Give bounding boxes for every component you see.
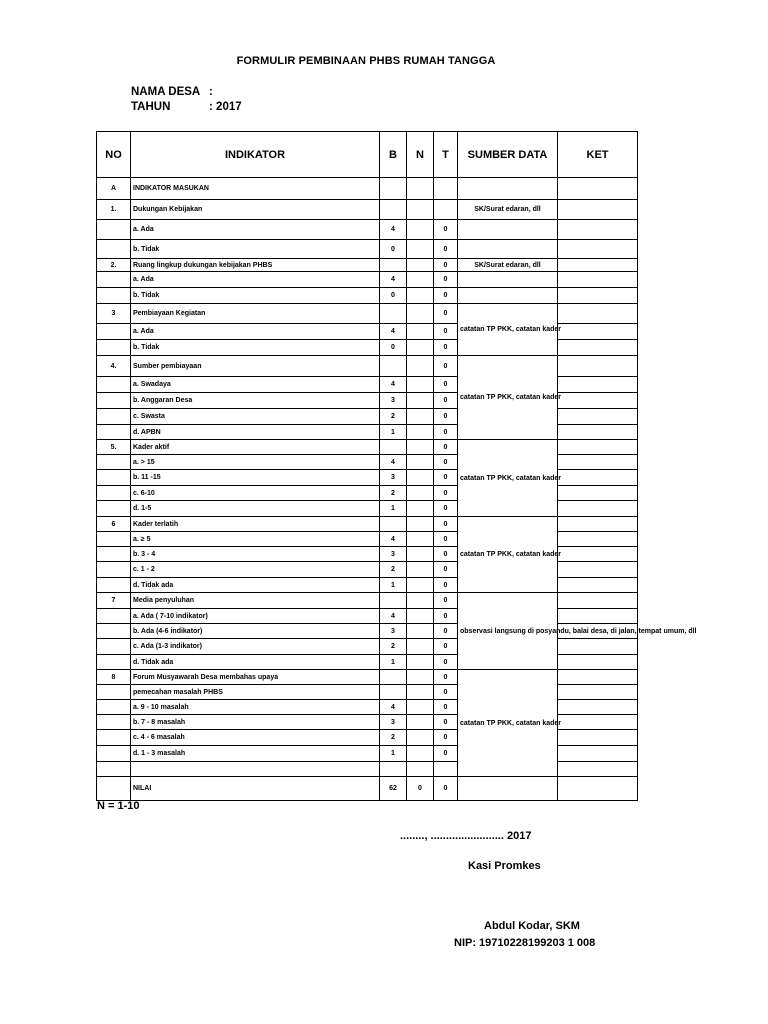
cell-n xyxy=(407,220,434,240)
cell-b: 4 xyxy=(380,609,407,624)
cell-indikator: Media penyuluhan xyxy=(131,593,380,609)
cell-t: 0 xyxy=(434,240,458,259)
cell-b: 2 xyxy=(380,409,407,425)
cell-n xyxy=(407,685,434,700)
cell-t: 0 xyxy=(434,517,458,532)
cell-b xyxy=(380,304,407,324)
cell-b xyxy=(380,670,407,685)
cell-b: 2 xyxy=(380,562,407,578)
cell-indikator: Kader aktif xyxy=(131,440,380,455)
cell-no: 6 xyxy=(97,517,131,532)
cell-indikator: c. 4 - 6 masalah xyxy=(131,730,380,746)
cell-t: 0 xyxy=(434,356,458,377)
cell-t: 0 xyxy=(434,578,458,593)
cell-ket xyxy=(558,593,638,609)
cell-b: 4 xyxy=(380,377,407,393)
table-row xyxy=(97,272,638,288)
cell-t: 0 xyxy=(434,547,458,562)
cell-n xyxy=(407,517,434,532)
cell-n xyxy=(407,624,434,639)
cell-no xyxy=(97,425,131,440)
cell-ket xyxy=(558,220,638,240)
cell-t: 0 xyxy=(434,609,458,624)
cell-n xyxy=(407,730,434,746)
cell-no xyxy=(97,455,131,470)
cell-indikator: b. 3 - 4 xyxy=(131,547,380,562)
cell-n xyxy=(407,700,434,715)
header-t: T xyxy=(434,132,458,178)
cell-indikator: Kader terlatih xyxy=(131,517,380,532)
cell-indikator: b. Tidak xyxy=(131,288,380,304)
header-n: N xyxy=(407,132,434,178)
header-b: B xyxy=(380,132,407,178)
cell-indikator: a. > 15 xyxy=(131,455,380,470)
cell-indikator: a. Swadaya xyxy=(131,377,380,393)
cell-ket xyxy=(558,562,638,578)
cell-b: 0 xyxy=(380,240,407,259)
header-sumber-data: SUMBER DATA xyxy=(458,132,558,178)
desa-separator: : xyxy=(209,86,213,98)
table-row xyxy=(97,517,638,532)
cell-indikator: Pembiayaan Kegiatan xyxy=(131,304,380,324)
date-line: ........, ........................ 2017 xyxy=(400,830,532,842)
table-row xyxy=(97,777,638,801)
cell-b: 3 xyxy=(380,624,407,639)
cell-t: 0 xyxy=(434,730,458,746)
table-row xyxy=(97,240,638,259)
cell-b: 4 xyxy=(380,324,407,340)
cell-no xyxy=(97,700,131,715)
cell-ket xyxy=(558,746,638,762)
cell-sumber-data: catatan TP PKK, catatan kader xyxy=(458,304,558,356)
cell-no xyxy=(97,486,131,501)
cell-no xyxy=(97,220,131,240)
cell-t: 0 xyxy=(434,324,458,340)
cell-sumber-data xyxy=(458,272,558,288)
cell-n xyxy=(407,532,434,547)
cell-no: 3 xyxy=(97,304,131,324)
cell-ket xyxy=(558,178,638,200)
cell-t: 0 xyxy=(434,562,458,578)
header-no: NO xyxy=(97,132,131,178)
cell-b: 1 xyxy=(380,501,407,517)
cell-t: 0 xyxy=(434,501,458,517)
cell-n xyxy=(407,324,434,340)
cell-t: 0 xyxy=(434,624,458,639)
n-range-note: N = 1-10 xyxy=(97,800,140,812)
cell-b: 3 xyxy=(380,547,407,562)
cell-n xyxy=(407,425,434,440)
cell-indikator: Dukungan Kebijakan xyxy=(131,200,380,220)
cell-n xyxy=(407,340,434,356)
cell-ket xyxy=(558,470,638,486)
cell-t: 0 xyxy=(434,670,458,685)
signer-name: Abdul Kodar, SKM xyxy=(484,920,580,932)
cell-b: 1 xyxy=(380,746,407,762)
cell-sumber-data: catatan TP PKK, catatan kader xyxy=(458,517,558,593)
cell-ket xyxy=(558,639,638,655)
cell-no: A xyxy=(97,178,131,200)
cell-no xyxy=(97,609,131,624)
cell-sumber-data xyxy=(458,288,558,304)
cell-ket xyxy=(558,532,638,547)
cell-ket xyxy=(558,377,638,393)
cell-b xyxy=(380,259,407,272)
cell-ket xyxy=(558,547,638,562)
cell-indikator: b. Tidak xyxy=(131,240,380,259)
cell-n xyxy=(407,715,434,730)
cell-no: 5. xyxy=(97,440,131,455)
cell-n xyxy=(407,356,434,377)
table-row xyxy=(97,178,638,200)
cell-sumber-data: catatan TP PKK, catatan kader xyxy=(458,356,558,440)
cell-b: 1 xyxy=(380,425,407,440)
cell-ket xyxy=(558,685,638,700)
table-row xyxy=(97,220,638,240)
cell-indikator: d. 1 - 3 masalah xyxy=(131,746,380,762)
cell-indikator: d. APBN xyxy=(131,425,380,440)
cell-ket xyxy=(558,762,638,777)
cell-n xyxy=(407,578,434,593)
cell-n xyxy=(407,501,434,517)
cell-indikator: a. Ada xyxy=(131,220,380,240)
cell-t: 0 xyxy=(434,470,458,486)
cell-ket xyxy=(558,578,638,593)
cell-t: 0 xyxy=(434,715,458,730)
cell-no xyxy=(97,655,131,670)
cell-b xyxy=(380,440,407,455)
cell-n xyxy=(407,486,434,501)
cell-sumber-data: catatan TP PKK, catatan kader xyxy=(458,670,558,777)
cell-n xyxy=(407,562,434,578)
cell-n xyxy=(407,470,434,486)
cell-n xyxy=(407,547,434,562)
cell-no: 7 xyxy=(97,593,131,609)
cell-ket xyxy=(558,240,638,259)
cell-n xyxy=(407,377,434,393)
cell-b: 4 xyxy=(380,272,407,288)
cell-b: 3 xyxy=(380,715,407,730)
cell-ket xyxy=(558,730,638,746)
cell-ket xyxy=(558,670,638,685)
cell-ket xyxy=(558,340,638,356)
cell-sumber-data xyxy=(458,178,558,200)
cell-ket xyxy=(558,486,638,501)
cell-t: 0 xyxy=(434,220,458,240)
cell-n xyxy=(407,762,434,777)
cell-no xyxy=(97,340,131,356)
cell-sumber-data: SK/Surat edaran, dll xyxy=(458,259,558,272)
cell-no xyxy=(97,562,131,578)
cell-n xyxy=(407,409,434,425)
desa-label: NAMA DESA xyxy=(131,86,201,98)
table-row xyxy=(97,259,638,272)
cell-t: 0 xyxy=(434,777,458,801)
cell-ket xyxy=(558,259,638,272)
indicator-table xyxy=(96,131,697,801)
cell-n xyxy=(407,455,434,470)
cell-ket xyxy=(558,440,638,455)
table-header-row xyxy=(97,132,638,178)
cell-b xyxy=(380,685,407,700)
cell-ket xyxy=(558,324,638,340)
cell-indikator: b. 7 - 8 masalah xyxy=(131,715,380,730)
cell-t: 0 xyxy=(434,272,458,288)
cell-indikator: Forum Musyawarah Desa membahas upaya xyxy=(131,670,380,685)
cell-indikator: INDIKATOR MASUKAN xyxy=(131,178,380,200)
cell-t: 0 xyxy=(434,532,458,547)
cell-no: 1. xyxy=(97,200,131,220)
cell-indikator: b. Anggaran Desa xyxy=(131,393,380,409)
cell-t: 0 xyxy=(434,593,458,609)
cell-ket xyxy=(558,501,638,517)
table-row xyxy=(97,670,638,685)
cell-indikator xyxy=(131,762,380,777)
cell-indikator: a. Ada xyxy=(131,272,380,288)
cell-no xyxy=(97,532,131,547)
header-indikator: INDIKATOR xyxy=(131,132,380,178)
cell-sumber-data xyxy=(458,220,558,240)
cell-t: 0 xyxy=(434,685,458,700)
cell-no xyxy=(97,324,131,340)
cell-t: 0 xyxy=(434,700,458,715)
cell-ket xyxy=(558,304,638,324)
cell-indikator: c. 1 - 2 xyxy=(131,562,380,578)
cell-no xyxy=(97,746,131,762)
cell-ket xyxy=(558,609,638,624)
cell-ket xyxy=(558,425,638,440)
desa-line xyxy=(131,86,213,98)
cell-indikator: d. 1-5 xyxy=(131,501,380,517)
cell-indikator: c. Ada (1-3 indikator) xyxy=(131,639,380,655)
cell-t xyxy=(434,178,458,200)
cell-t: 0 xyxy=(434,377,458,393)
cell-t xyxy=(434,200,458,220)
cell-t: 0 xyxy=(434,440,458,455)
cell-indikator: a. Ada xyxy=(131,324,380,340)
cell-n xyxy=(407,639,434,655)
cell-n: 0 xyxy=(407,777,434,801)
cell-no xyxy=(97,685,131,700)
cell-sumber-data: catatan TP PKK, catatan kader xyxy=(458,440,558,517)
table-row xyxy=(97,440,638,455)
cell-t: 0 xyxy=(434,304,458,324)
cell-b: 62 xyxy=(380,777,407,801)
cell-indikator: NILAI xyxy=(131,777,380,801)
cell-n xyxy=(407,670,434,685)
cell-indikator: b. Tidak xyxy=(131,340,380,356)
signer-nip: NIP: 19710228199203 1 008 xyxy=(454,937,596,949)
cell-t: 0 xyxy=(434,409,458,425)
cell-no: 4. xyxy=(97,356,131,377)
cell-indikator: a. Ada ( 7-10 indikator) xyxy=(131,609,380,624)
cell-t: 0 xyxy=(434,393,458,409)
cell-sumber-data: observasi langsung di posyandu, balai desa, di jalan, tempat umum, dll xyxy=(458,593,558,670)
cell-no xyxy=(97,762,131,777)
tahun-line xyxy=(131,101,242,113)
cell-no xyxy=(97,409,131,425)
cell-n xyxy=(407,440,434,455)
table-row xyxy=(97,288,638,304)
cell-b: 2 xyxy=(380,730,407,746)
cell-n xyxy=(407,304,434,324)
cell-n xyxy=(407,288,434,304)
cell-indikator: d. Tidak ada xyxy=(131,578,380,593)
cell-indikator: c. Swasta xyxy=(131,409,380,425)
form-title: FORMULIR PEMBINAAN PHBS RUMAH TANGGA xyxy=(236,55,496,67)
cell-sumber-data xyxy=(458,777,558,801)
cell-ket xyxy=(558,715,638,730)
cell-no xyxy=(97,470,131,486)
cell-sumber-data xyxy=(458,240,558,259)
cell-indikator: c. 6-10 xyxy=(131,486,380,501)
cell-t: 0 xyxy=(434,746,458,762)
cell-b: 3 xyxy=(380,393,407,409)
tahun-separator: : xyxy=(209,101,213,113)
cell-indikator: b. Ada (4-6 indikator) xyxy=(131,624,380,639)
cell-t: 0 xyxy=(434,288,458,304)
cell-b xyxy=(380,593,407,609)
cell-no xyxy=(97,547,131,562)
cell-n xyxy=(407,609,434,624)
cell-b: 4 xyxy=(380,532,407,547)
cell-t: 0 xyxy=(434,655,458,670)
cell-ket xyxy=(558,455,638,470)
cell-b: 1 xyxy=(380,578,407,593)
cell-ket xyxy=(558,409,638,425)
cell-indikator: Ruang lingkup dukungan kebijakan PHBS xyxy=(131,259,380,272)
cell-ket xyxy=(558,356,638,377)
cell-indikator: d. Tidak ada xyxy=(131,655,380,670)
cell-no: 2. xyxy=(97,259,131,272)
table-row xyxy=(97,356,638,377)
cell-indikator: a. 9 - 10 masalah xyxy=(131,700,380,715)
cell-t: 0 xyxy=(434,639,458,655)
cell-b xyxy=(380,200,407,220)
cell-b: 4 xyxy=(380,220,407,240)
header-ket: KET xyxy=(558,132,638,178)
cell-indikator: b. 11 -15 xyxy=(131,470,380,486)
cell-no xyxy=(97,377,131,393)
cell-b xyxy=(380,762,407,777)
cell-t xyxy=(434,762,458,777)
cell-b: 2 xyxy=(380,486,407,501)
cell-no xyxy=(97,240,131,259)
tahun-label: TAHUN xyxy=(131,101,171,113)
cell-b xyxy=(380,517,407,532)
cell-t: 0 xyxy=(434,455,458,470)
cell-n xyxy=(407,655,434,670)
cell-indikator: Sumber pembiayaan xyxy=(131,356,380,377)
cell-indikator: pemecahan masalah PHBS xyxy=(131,685,380,700)
cell-t: 0 xyxy=(434,486,458,501)
cell-no xyxy=(97,639,131,655)
cell-n xyxy=(407,178,434,200)
cell-b: 1 xyxy=(380,655,407,670)
cell-t: 0 xyxy=(434,425,458,440)
cell-no: 8 xyxy=(97,670,131,685)
cell-ket xyxy=(558,393,638,409)
cell-b: 0 xyxy=(380,340,407,356)
cell-n xyxy=(407,200,434,220)
cell-n xyxy=(407,240,434,259)
cell-t: 0 xyxy=(434,259,458,272)
cell-ket xyxy=(558,200,638,220)
cell-b: 2 xyxy=(380,639,407,655)
cell-n xyxy=(407,272,434,288)
cell-n xyxy=(407,259,434,272)
signer-position: Kasi Promkes xyxy=(468,860,541,872)
cell-n xyxy=(407,593,434,609)
cell-no xyxy=(97,578,131,593)
cell-no xyxy=(97,288,131,304)
cell-no xyxy=(97,393,131,409)
cell-ket xyxy=(558,777,638,801)
cell-no xyxy=(97,730,131,746)
cell-ket xyxy=(558,655,638,670)
cell-t: 0 xyxy=(434,340,458,356)
tahun-value: 2017 xyxy=(216,101,242,113)
cell-sumber-data: SK/Surat edaran, dll xyxy=(458,200,558,220)
cell-b xyxy=(380,178,407,200)
cell-no xyxy=(97,501,131,517)
cell-b: 4 xyxy=(380,455,407,470)
cell-indikator: a. ≥ 5 xyxy=(131,532,380,547)
cell-ket xyxy=(558,288,638,304)
table-row xyxy=(97,304,638,324)
cell-n xyxy=(407,393,434,409)
cell-no xyxy=(97,715,131,730)
cell-n xyxy=(407,746,434,762)
cell-ket xyxy=(558,272,638,288)
cell-no xyxy=(97,777,131,801)
cell-b: 0 xyxy=(380,288,407,304)
cell-ket xyxy=(558,517,638,532)
table-row xyxy=(97,593,638,609)
cell-b xyxy=(380,356,407,377)
cell-b: 3 xyxy=(380,470,407,486)
cell-b: 4 xyxy=(380,700,407,715)
cell-no xyxy=(97,624,131,639)
cell-no xyxy=(97,272,131,288)
table-row xyxy=(97,200,638,220)
cell-ket xyxy=(558,700,638,715)
